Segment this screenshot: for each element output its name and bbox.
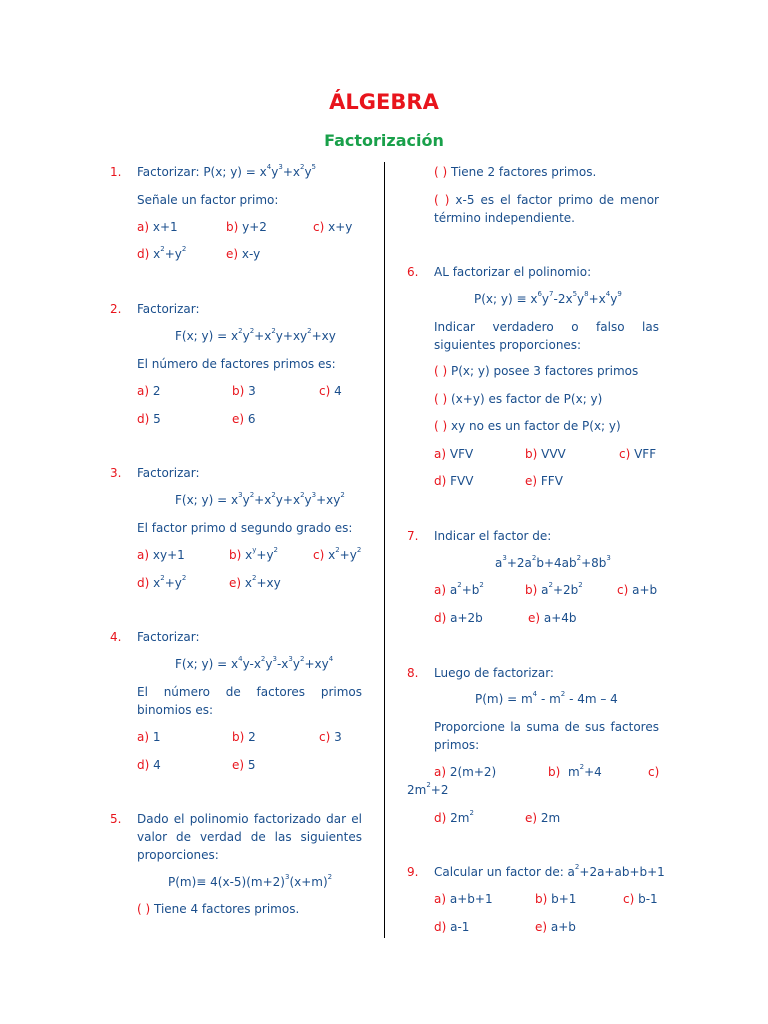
q2-polynomial: F(x; $y) = x^2y^2+x^2y+xy^2+xy$ [175, 327, 336, 343]
q8-option-e: e) 2m [525, 811, 561, 825]
q6-option-e: e) FFV [525, 474, 563, 488]
q4-option-d: d) 4 [137, 758, 161, 772]
q6-option-c: c) VFF [619, 447, 657, 461]
q2-option-c: c) 4 [319, 384, 342, 398]
q8-option-b: b) $m^2+4$ [548, 763, 602, 779]
q9-number: 9. [407, 865, 419, 879]
q9-option-c: c) b-1 [623, 892, 658, 906]
q8-question: Proporcione la suma de sus factores primos: [434, 720, 659, 752]
q7-polynomial: $a^3+2a^2b+4ab^2+8b^3$ [495, 554, 611, 570]
q2-option-e: e) 6 [232, 412, 256, 426]
q8-polynomial: $P(m) = m^4 - m^2 - 4m - 4$ [475, 690, 618, 706]
q8-option-c-value: $2m^2+2$ [407, 781, 449, 797]
q5-statement-2: ( ) Tiene 2 factores primos. [434, 165, 597, 179]
q7-option-d: d) a+2b [434, 611, 483, 625]
q6-option-a: a) VFV [434, 447, 474, 461]
q4-option-c: c) 3 [319, 730, 342, 744]
q8-option-a: a) 2(m+2) [434, 765, 497, 779]
q9-option-b: b) b+1 [535, 892, 577, 906]
q2-option-a: a) 2 [137, 384, 161, 398]
q5-number: 5. [110, 812, 122, 826]
q9-option-e: e) a+b [535, 920, 576, 934]
q1-question: Señale un factor primo: [137, 193, 279, 207]
q4-question: El número de factores primos binomios es: [137, 685, 362, 717]
q7-label: Indicar el factor de: [434, 529, 552, 543]
q8-option-c: c) [648, 765, 660, 779]
q3-option-d: d) $x^2+y^2$ [137, 574, 187, 590]
q1-number: 1. [110, 165, 122, 179]
q6-statement-2: ( ) (x+y) es factor de P(x; y) [434, 392, 603, 406]
q5-polynomial: $P(m)\equiv 4(x-5)(m+2)^3(x+m)^2$ [168, 873, 333, 889]
q2-option-d: d) 5 [137, 412, 161, 426]
q9-label: Calcular un factor de: $a^2+2a+ab+b+1$ [434, 863, 665, 879]
q6-number: 6. [407, 265, 419, 279]
q1-option-b: b) y+2 [226, 220, 267, 234]
q3-number: 3. [110, 466, 122, 480]
q8-number: 8. [407, 666, 419, 680]
q5-statement: Dado el polinomio factorizado dar el valor de verdad de las siguientes proporciones: [137, 812, 362, 862]
q2-option-b: b) 3 [232, 384, 256, 398]
q7-number: 7. [407, 529, 419, 543]
q4-option-a: a) 1 [137, 730, 161, 744]
q1-option-e: e) x-y [226, 247, 261, 261]
q8-option-d: d) $2m^2$ [434, 809, 474, 825]
q1-option-d: d) $x^2+y^2$ [137, 245, 187, 261]
q4-polynomial: F(x; $y) = x^4y-x^2y^3-x^3y^2+xy^4$ [175, 655, 334, 671]
q6-label: AL factorizar el polinomio: [434, 265, 592, 279]
q7-option-e: e) a+4b [528, 611, 577, 625]
q6-polynomial: P(x; $y) \equiv x^6y^7-2x^5y^8+x^4y^9$ [474, 290, 622, 306]
q7-option-a: a) $a^2+b^2$ [434, 581, 484, 597]
q7-option-c: c) a+b [617, 583, 658, 597]
q6-option-d: d) FVV [434, 474, 474, 488]
q3-option-e: e) $x^2+xy$ [229, 574, 281, 590]
q1-option-a: a) x+1 [137, 220, 178, 234]
q6-question: Indicar verdadero o falso las siguientes proporciones: [434, 320, 659, 352]
q7-option-b: b) $a^2+2b^2$ [525, 581, 583, 597]
q4-label: Factorizar: [137, 630, 200, 644]
q4-number: 4. [110, 630, 122, 644]
q3-option-c: c) $x^2+y^2$ [313, 546, 362, 562]
q4-option-e: e) 5 [232, 758, 256, 772]
q3-question: El factor primo d segundo grado es: [137, 521, 353, 535]
q3-option-a: a) xy+1 [137, 548, 185, 562]
q3-option-b: b) $x^y+y^2$ [229, 546, 279, 562]
q8-label: Luego de factorizar: [434, 666, 554, 680]
column-divider [384, 162, 385, 938]
q2-number: 2. [110, 302, 122, 316]
q3-polynomial: F(x; $y) = x^3y^2+x^2y+x^2y^3+xy^2$ [175, 491, 345, 507]
q5-statement-1: ( ) Tiene 4 factores primos. [137, 902, 300, 916]
page-title: ÁLGEBRA [329, 90, 439, 114]
q5-statement-3: ( ) x-5 es el factor primo de menor término independiente. [434, 193, 659, 225]
q3-label: Factorizar: [137, 466, 200, 480]
q2-label: Factorizar: [137, 302, 200, 316]
q1-statement: Factorizar: P(x; $y) = x^4y^3+x^2y^5$ [137, 163, 317, 179]
q9-option-a: a) a+b+1 [434, 892, 493, 906]
q9-option-d: d) a-1 [434, 920, 470, 934]
q6-option-b: b) VVV [525, 447, 566, 461]
q1-option-c: c) x+y [313, 220, 353, 234]
q6-statement-3: ( ) xy no es un factor de P(x; y) [434, 419, 621, 433]
q6-statement-1: ( ) P(x; y) posee 3 factores primos [434, 364, 639, 378]
q2-question: El número de factores primos es: [137, 357, 336, 371]
page-subtitle: Factorización [324, 131, 444, 150]
q4-option-b: b) 2 [232, 730, 256, 744]
